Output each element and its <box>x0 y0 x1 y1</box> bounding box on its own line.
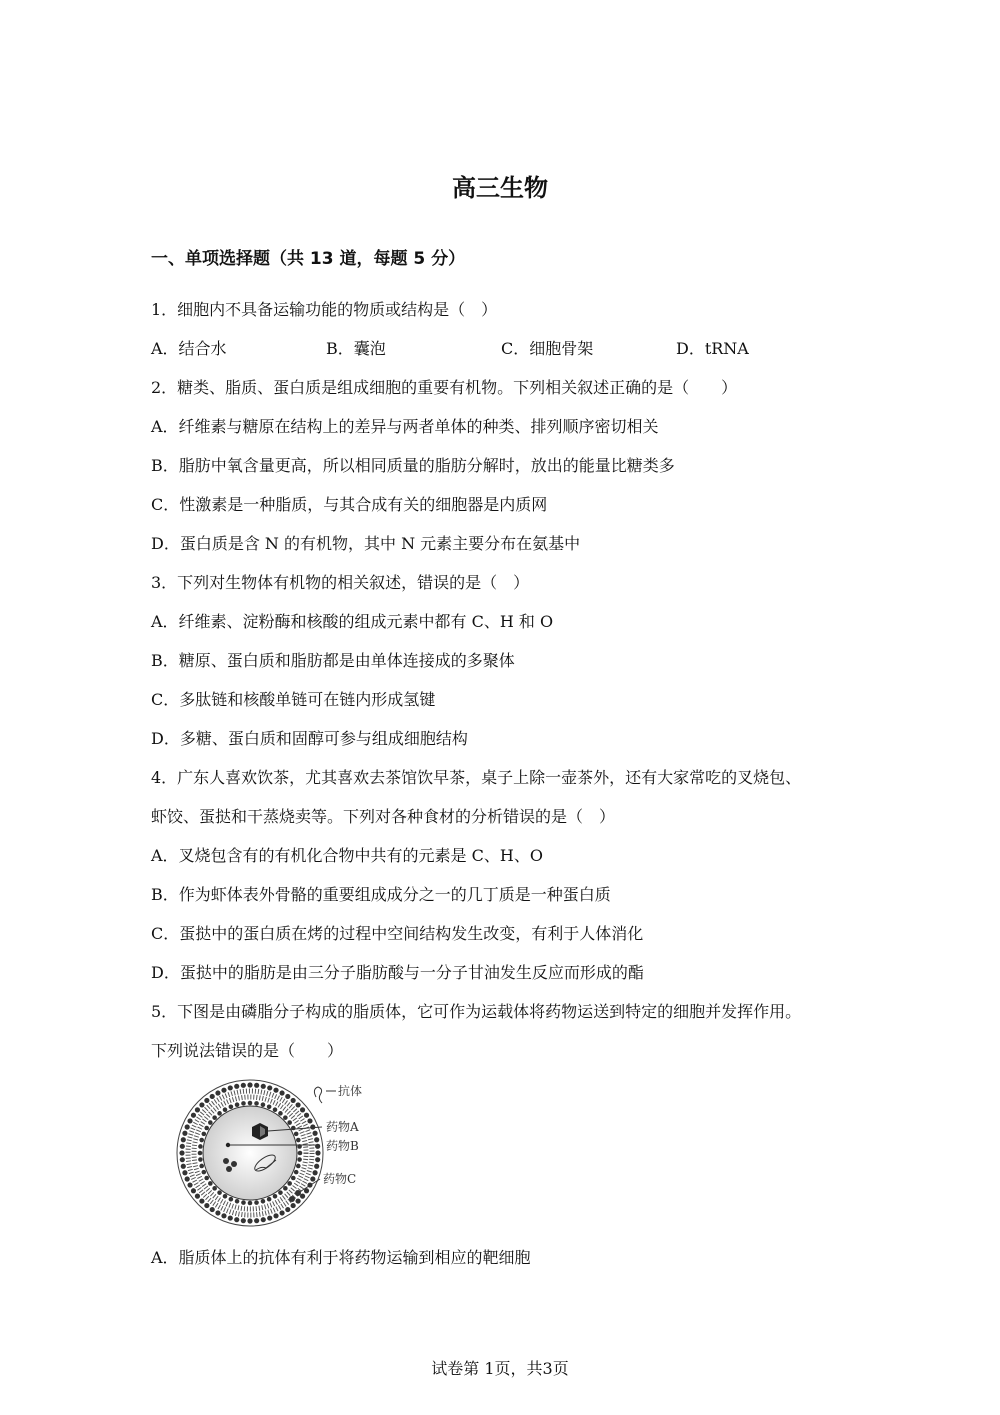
phospholipid-head-icon <box>215 1210 220 1215</box>
question-1-option-d: D．tRNA <box>676 339 749 358</box>
phospholipid-head-icon <box>273 1194 278 1199</box>
phospholipid-head-icon <box>312 1170 317 1175</box>
phospholipid-head-icon <box>310 1124 315 1129</box>
phospholipid-head-icon <box>179 1150 184 1155</box>
phospholipid-head-icon <box>210 1094 215 1099</box>
question-1-option-c: C．细胞骨架 <box>501 339 594 358</box>
phospholipid-head-icon <box>223 1194 228 1199</box>
phospholipid-head-icon <box>267 1197 272 1202</box>
question-4-stem-line2: 虾饺、蛋挞和干蒸烧卖等。下列对各种食材的分析错误的是（ ） <box>151 807 616 826</box>
phospholipid-head-icon <box>199 1138 204 1143</box>
phospholipid-head-icon <box>254 1218 259 1223</box>
question-3-option-d: D．多糖、蛋白质和固醇可参与组成细胞结构 <box>151 729 468 748</box>
phospholipid-head-icon <box>314 1137 319 1142</box>
phospholipid-head-icon <box>228 1215 233 1220</box>
phospholipid-head-icon <box>204 1126 209 1131</box>
phospholipid-head-icon <box>247 1218 252 1223</box>
phospholipid-head-icon <box>267 1105 272 1110</box>
phospholipid-head-icon <box>254 1083 259 1088</box>
question-4-option-c: C．蛋挞中的蛋白质在烤的过程中空间结构发生改变，有利于人体消化 <box>151 924 644 943</box>
phospholipid-head-icon <box>295 1102 300 1107</box>
phospholipid-head-icon <box>234 1217 239 1222</box>
phospholipid-head-icon <box>212 1186 217 1191</box>
phospholipid-head-icon <box>208 1181 213 1186</box>
phospholipid-head-icon <box>182 1131 187 1136</box>
question-1-option-a: A．结合水 <box>151 339 227 358</box>
question-5-stem-line2: 下列说法错误的是（ ） <box>151 1041 344 1060</box>
phospholipid-head-icon <box>247 1082 252 1087</box>
phospholipid-head-icon <box>185 1124 190 1129</box>
phospholipid-head-icon <box>291 1176 296 1181</box>
phospholipid-head-icon <box>221 1088 226 1093</box>
phospholipid-head-icon <box>198 1157 203 1162</box>
phospholipid-head-icon <box>296 1164 301 1169</box>
phospholipid-head-icon <box>228 1085 233 1090</box>
phospholipid-head-icon <box>241 1200 246 1205</box>
phospholipid-head-icon <box>229 1197 234 1202</box>
phospholipid-head-icon <box>283 1186 288 1191</box>
label-antibody: 抗体 <box>338 1084 363 1098</box>
phospholipid-head-icon <box>279 1090 284 1095</box>
phospholipid-head-icon <box>187 1118 192 1123</box>
phospholipid-head-icon <box>208 1120 213 1125</box>
phospholipid-head-icon <box>291 1203 296 1208</box>
phospholipid-head-icon <box>273 1107 278 1112</box>
phospholipid-head-icon <box>187 1182 192 1187</box>
phospholipid-head-icon <box>191 1113 196 1118</box>
liposome-figure <box>170 1075 380 1235</box>
phospholipid-head-icon <box>248 1101 253 1106</box>
phospholipid-head-icon <box>294 1170 299 1175</box>
question-3-option-a: A．纤维素、淀粉酶和核酸的组成元素中都有 C、H 和 O <box>151 612 554 631</box>
phospholipid-head-icon <box>314 1164 319 1169</box>
question-2-option-a: A．纤维素与糖原在结构上的差异与两者单体的种类、排列顺序密切相关 <box>151 417 659 436</box>
phospholipid-head-icon <box>267 1215 272 1220</box>
phospholipid-head-icon <box>278 1190 283 1195</box>
phospholipid-head-icon <box>300 1107 305 1112</box>
section-heading: 一、单项选择题（共 13 道，每题 5 分） <box>151 249 466 269</box>
question-1-stem: 1．细胞内不具备运输功能的物质或结构是（ ） <box>151 300 498 319</box>
phospholipid-head-icon <box>182 1170 187 1175</box>
phospholipid-head-icon <box>181 1137 186 1142</box>
page-title: 高三生物 <box>452 174 548 202</box>
label-drug-c: 药物C <box>323 1172 357 1186</box>
phospholipid-head-icon <box>181 1164 186 1169</box>
label-drug-a: 药物A <box>326 1120 359 1134</box>
phospholipid-head-icon <box>191 1188 196 1193</box>
phospholipid-head-icon <box>283 1115 288 1120</box>
phospholipid-head-icon <box>234 1084 239 1089</box>
question-2-stem: 2．糖类、脂质、蛋白质是组成细胞的重要有机物。下列相关叙述正确的是（ ） <box>151 378 738 397</box>
phospholipid-head-icon <box>297 1157 302 1162</box>
phospholipid-head-icon <box>195 1194 200 1199</box>
phospholipid-head-icon <box>307 1118 312 1123</box>
question-2-option-c: C．性激素是一种脂质，与其合成有关的细胞器是内质网 <box>151 495 548 514</box>
phospholipid-head-icon <box>254 1200 259 1205</box>
phospholipid-head-icon <box>198 1151 203 1156</box>
phospholipid-head-icon <box>241 1101 246 1106</box>
question-3-option-b: B．糖原、蛋白质和脂肪都是由单体连接成的多聚体 <box>151 651 515 670</box>
phospholipid-head-icon <box>279 1210 284 1215</box>
phospholipid-head-icon <box>204 1203 209 1208</box>
label-drug-b: 药物B <box>326 1139 359 1153</box>
phospholipid-head-icon <box>217 1190 222 1195</box>
phospholipid-head-icon <box>261 1102 266 1107</box>
question-5-option-a: A．脂质体上的抗体有利于将药物运输到相应的靶细胞 <box>151 1248 531 1267</box>
phospholipid-head-icon <box>180 1157 185 1162</box>
phospholipid-head-icon <box>273 1213 278 1218</box>
phospholipid-head-icon <box>202 1170 207 1175</box>
phospholipid-head-icon <box>223 1107 228 1112</box>
phospholipid-head-icon <box>315 1150 320 1155</box>
phospholipid-head-icon <box>215 1090 220 1095</box>
phospholipid-head-icon <box>261 1199 266 1204</box>
phospholipid-head-icon <box>261 1217 266 1222</box>
phospholipid-head-icon <box>278 1111 283 1116</box>
phospholipid-head-icon <box>199 1198 204 1203</box>
phospholipid-head-icon <box>202 1132 207 1137</box>
phospholipid-head-icon <box>298 1151 303 1156</box>
phospholipid-head-icon <box>204 1176 209 1181</box>
phospholipid-head-icon <box>287 1181 292 1186</box>
phospholipid-head-icon <box>221 1213 226 1218</box>
page-footer: 试卷第 1页，共3页 <box>431 1359 569 1378</box>
question-4-option-b: B．作为虾体表外骨骼的重要组成成分之一的几丁质是一种蛋白质 <box>151 885 611 904</box>
phospholipid-head-icon <box>212 1115 217 1120</box>
question-3-stem: 3．下列对生物体有机物的相关叙述，错误的是（ ） <box>151 573 530 592</box>
phospholipid-head-icon <box>210 1207 215 1212</box>
question-2-option-d: D．蛋白质是含 N 的有机物，其中 N 元素主要分布在氨基中 <box>151 534 581 553</box>
phospholipid-head-icon <box>296 1138 301 1143</box>
phospholipid-head-icon <box>235 1102 240 1107</box>
question-1-option-b: B．囊泡 <box>326 339 386 358</box>
phospholipid-head-icon <box>229 1105 234 1110</box>
phospholipid-head-icon <box>273 1088 278 1093</box>
phospholipid-head-icon <box>300 1194 305 1199</box>
antibody-icon <box>314 1087 336 1103</box>
question-2-option-b: B．脂肪中氧含量更高，所以相同质量的脂肪分解时，放出的能量比糖类多 <box>151 456 675 475</box>
phospholipid-head-icon <box>285 1207 290 1212</box>
phospholipid-head-icon <box>312 1131 317 1136</box>
phospholipid-head-icon <box>254 1101 259 1106</box>
phospholipid-head-icon <box>315 1157 320 1162</box>
phospholipid-head-icon <box>180 1144 185 1149</box>
phospholipid-head-icon <box>267 1085 272 1090</box>
phospholipid-head-icon <box>294 1132 299 1137</box>
phospholipid-head-icon <box>199 1164 204 1169</box>
question-3-option-c: C．多肽链和核酸单链可在链内形成氢键 <box>151 690 436 709</box>
phospholipid-head-icon <box>285 1094 290 1099</box>
phospholipid-head-icon <box>199 1102 204 1107</box>
phospholipid-head-icon <box>235 1199 240 1204</box>
phospholipid-head-icon <box>261 1084 266 1089</box>
liposome-membrane <box>177 1080 323 1226</box>
phospholipid-head-icon <box>248 1201 253 1206</box>
phospholipid-head-icon <box>304 1113 309 1118</box>
question-5-stem-line1: 5．下图是由磷脂分子构成的脂质体，它可作为运载体将药物运送到特定的细胞并发挥作用。 <box>151 1002 802 1021</box>
phospholipid-head-icon <box>241 1083 246 1088</box>
phospholipid-head-icon <box>217 1111 222 1116</box>
question-4-option-d: D．蛋挞中的脂肪是由三分子脂肪酸与一分子甘油发生反应而形成的酯 <box>151 963 644 982</box>
question-4-stem-line1: 4．广东人喜欢饮茶，尤其喜欢去茶馆饮早茶，桌子上除一壶茶外，还有大家常吃的叉烧包、 <box>151 768 802 787</box>
phospholipid-head-icon <box>241 1218 246 1223</box>
phospholipid-head-icon <box>291 1098 296 1103</box>
phospholipid-head-icon <box>185 1176 190 1181</box>
phospholipid-head-icon <box>287 1120 292 1125</box>
phospholipid-head-icon <box>204 1098 209 1103</box>
phospholipid-head-icon <box>295 1198 300 1203</box>
phospholipid-head-icon <box>195 1107 200 1112</box>
phospholipid-head-icon <box>310 1176 315 1181</box>
phospholipid-head-icon <box>198 1144 203 1149</box>
question-4-option-a: A．叉烧包含有的有机化合物中共有的元素是 C、H、O <box>151 846 543 865</box>
